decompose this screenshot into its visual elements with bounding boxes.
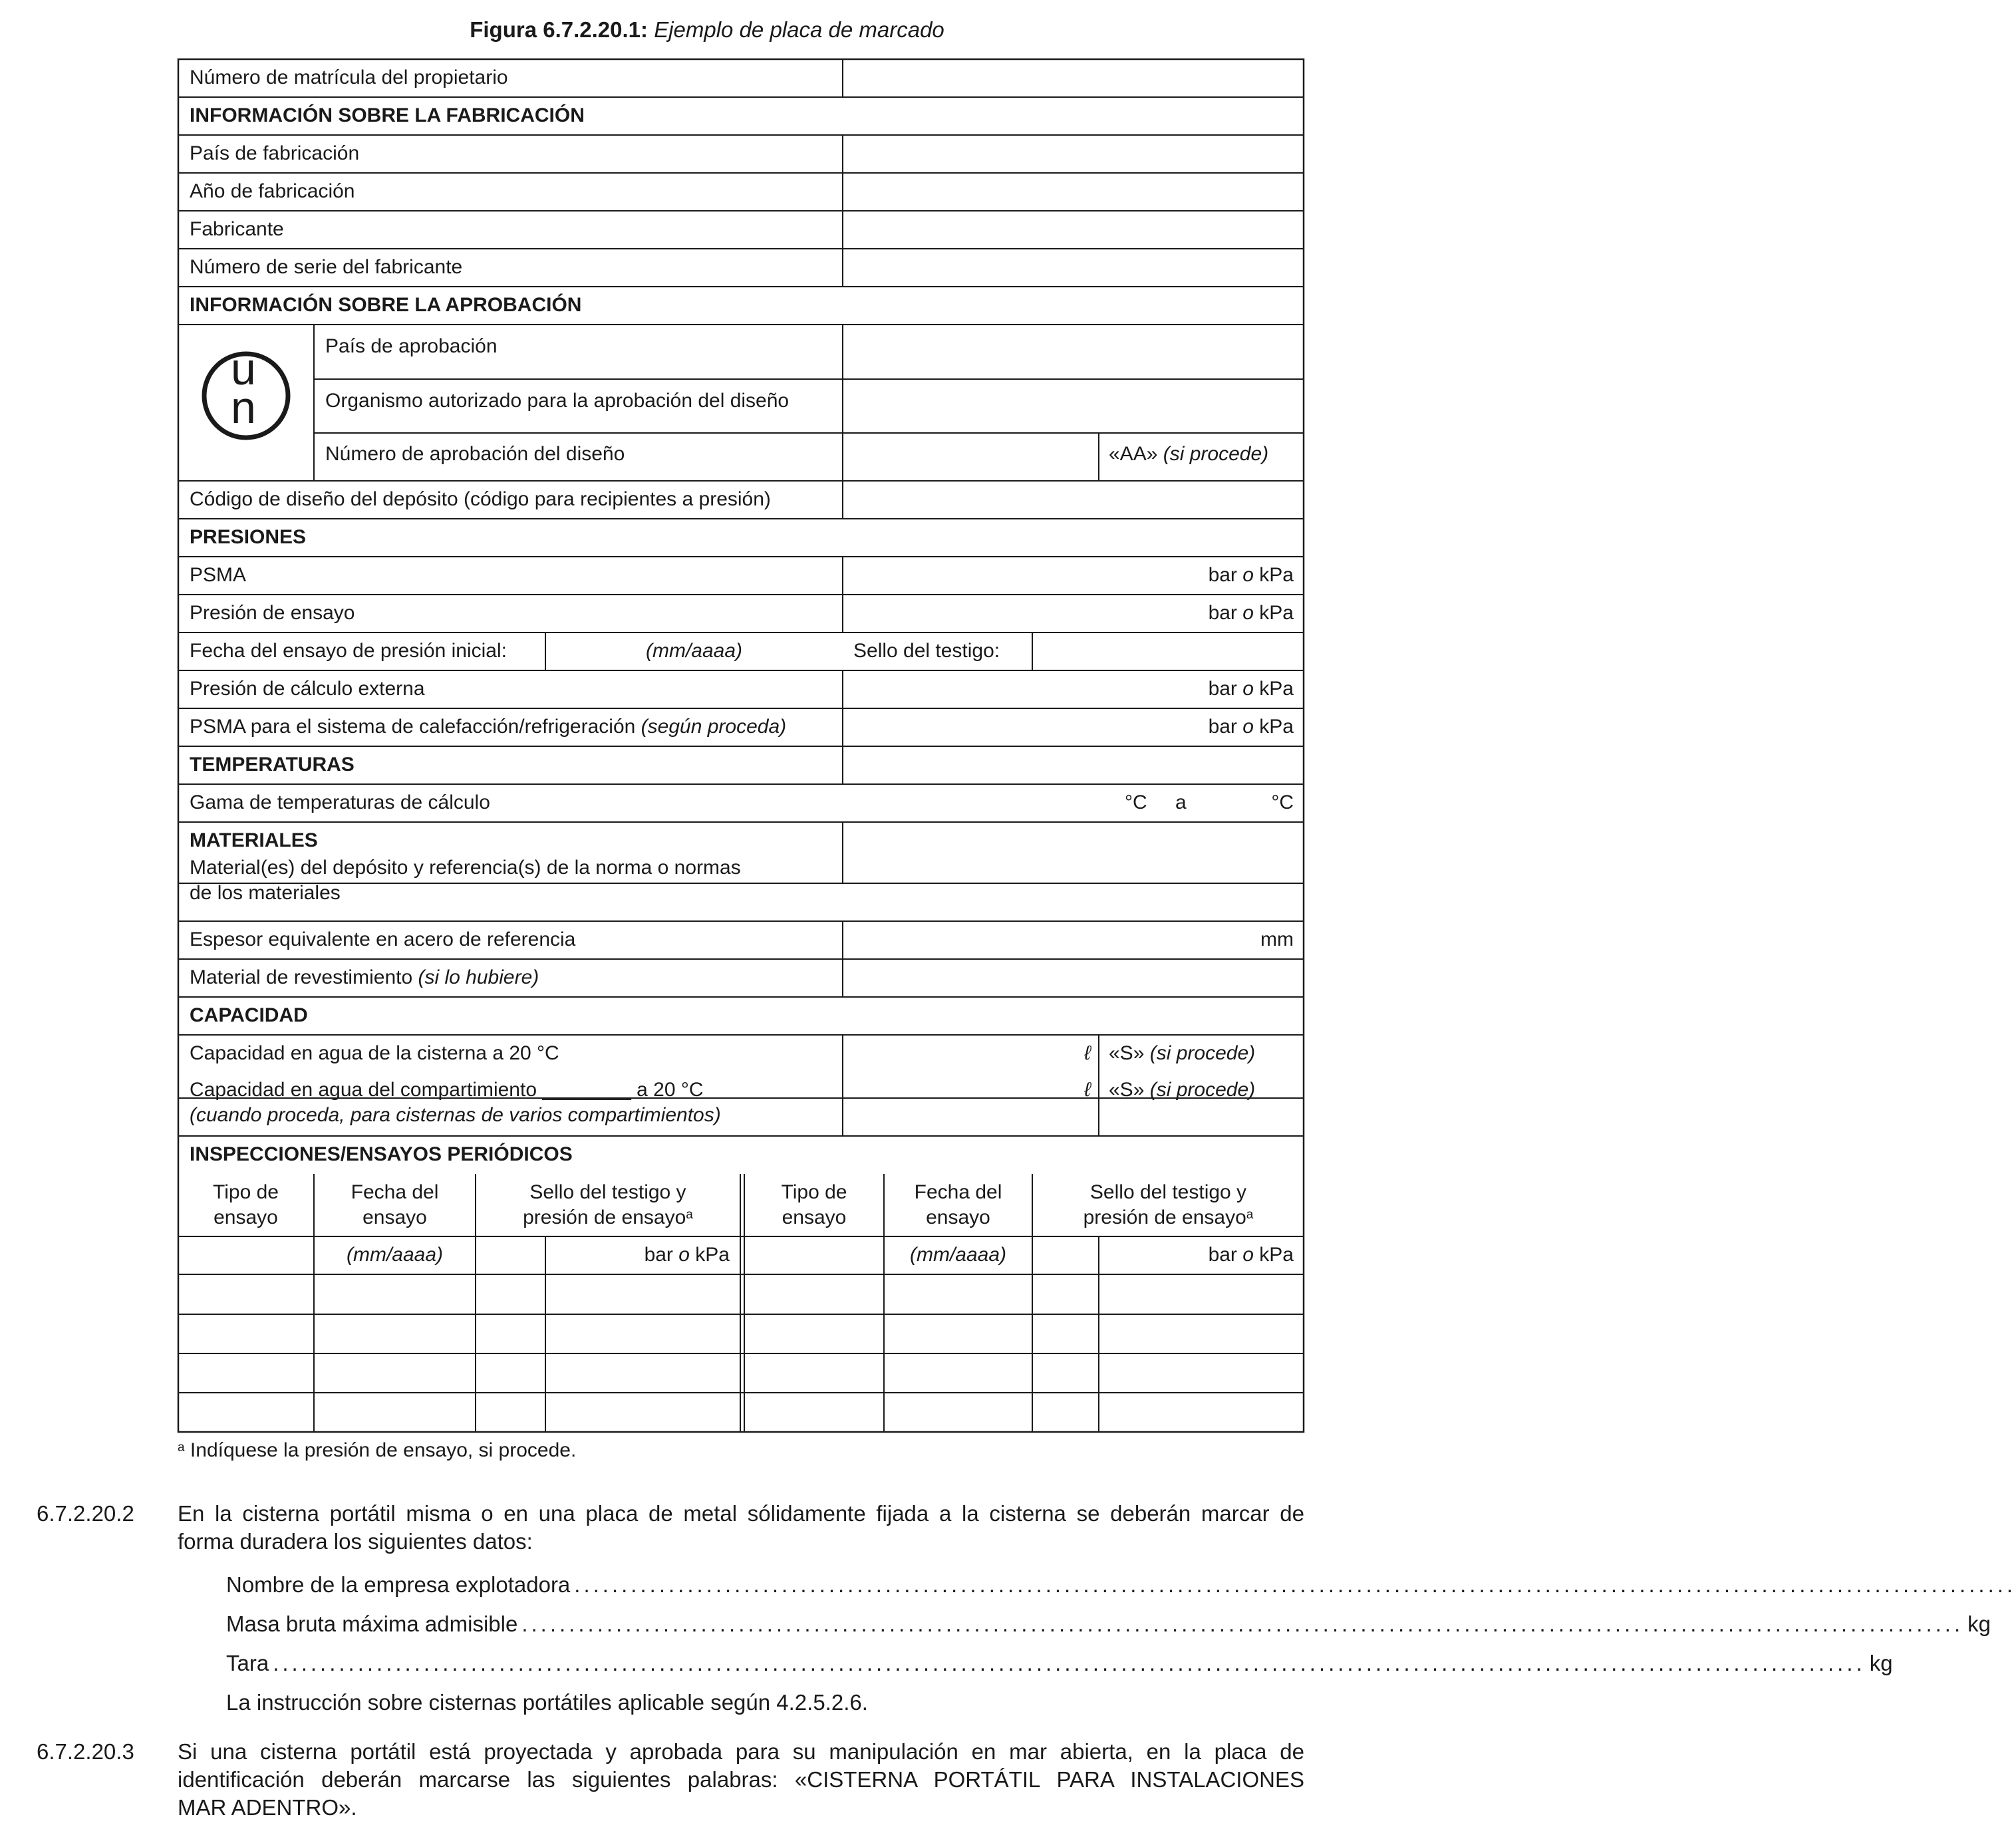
left-stamp-header-2 xyxy=(476,1205,740,1230)
leader-dots: ......................................................................................................................................................................... xyxy=(273,1651,1866,1675)
tare-label: Tara xyxy=(226,1651,269,1675)
right-stamp-header-2 xyxy=(1032,1205,1304,1230)
lining-material-text: Material de revestimiento xyxy=(190,966,413,988)
figure-title xyxy=(0,15,1414,45)
tare-row xyxy=(226,1649,1893,1677)
figure-caption: Ejemplo de placa de marcado xyxy=(654,17,944,42)
aa-note xyxy=(1109,442,1268,467)
leader-dots: ......................................................................................................................................................... xyxy=(574,1572,2016,1597)
shell-material-label-2: de los materiales xyxy=(190,882,341,904)
left-test-type-header-1: Tipo de xyxy=(213,1181,279,1203)
table-footnote xyxy=(178,1438,576,1463)
right-test-date-header-2: ensayo xyxy=(926,1206,990,1228)
section-3-line-2: identificación deberán marcarse las siguientes palabras: «CISTERNA PORTÁTIL PARA INSTALACIONES xyxy=(178,1767,1304,1792)
owner-registration-label: Número de matrícula del propietario xyxy=(190,67,508,88)
max-gross-mass-label: Masa bruta máxima admisible xyxy=(226,1612,518,1636)
pressures-header: PRESIONES xyxy=(190,526,307,548)
unit-kpa: kPa xyxy=(695,1244,730,1266)
unit-or: o xyxy=(1242,1244,1254,1266)
design-code-label: Código de diseño del depósito (código para recipientes a presión) xyxy=(190,488,771,510)
serial-number-label: Número de serie del fabricante xyxy=(190,256,463,278)
aa-note-text: (si procede) xyxy=(1163,443,1269,465)
section-number-2: 6.7.2.20.2 xyxy=(37,1501,134,1526)
unit-or: o xyxy=(1242,678,1254,700)
left-test-date-header-1: Fecha del xyxy=(351,1181,439,1203)
tank-capacity-s xyxy=(1109,1041,1255,1066)
compartment-capacity-label-1: Capacidad en agua del compartimiento ________ a 20 °C xyxy=(190,1079,704,1101)
stamp-header-text: presión de ensayo xyxy=(1083,1206,1246,1228)
un-logo-u: u xyxy=(231,344,256,394)
psma-unit xyxy=(1209,563,1294,588)
unit-bar: bar xyxy=(644,1244,673,1266)
right-stamp-header-1: Sello del testigo y xyxy=(1089,1181,1247,1203)
psma-label: PSMA xyxy=(190,564,247,586)
unit-bar: bar xyxy=(1208,716,1237,738)
external-pressure-unit xyxy=(1209,676,1294,702)
heating-psma-label xyxy=(190,714,786,740)
s-note: (si procede) xyxy=(1149,1079,1256,1101)
right-test-date-header-1: Fecha del xyxy=(914,1181,1002,1203)
max-gross-mass-unit: kg xyxy=(1967,1612,1991,1636)
s-note: (si procede) xyxy=(1149,1042,1256,1064)
design-approval-number-label: Número de aprobación del diseño xyxy=(325,443,625,465)
unit-bar: bar xyxy=(1208,564,1237,586)
footnote-ref: a xyxy=(1246,1208,1254,1222)
compartment-capacity-s xyxy=(1109,1077,1255,1103)
temp-max-unit: °C xyxy=(1271,791,1294,813)
s-mark: «S» xyxy=(1109,1079,1145,1101)
temp-to: a xyxy=(1175,791,1187,813)
unit-bar: bar xyxy=(1208,1244,1237,1266)
unit-or: o xyxy=(1242,564,1254,586)
witness-stamp-label: Sello del testigo: xyxy=(853,640,1000,662)
unit-bar: bar xyxy=(1208,602,1237,624)
marking-plate-table xyxy=(178,59,1304,1433)
right-date-format: (mm/aaaa) xyxy=(909,1244,1007,1266)
section-3-line-3: MAR ADENTRO». xyxy=(178,1795,357,1820)
operator-name-row xyxy=(226,1571,2016,1599)
right-pressure-unit xyxy=(1209,1242,1294,1268)
thickness-unit: mm xyxy=(1260,928,1294,950)
left-test-type-header-2: ensayo xyxy=(214,1206,278,1228)
test-pressure-label: Presión de ensayo xyxy=(190,602,355,624)
year-of-manufacture-label: Año de fabricación xyxy=(190,180,355,202)
leader-dots: ......................................................................................................................................................... xyxy=(521,1612,1964,1636)
heating-psma-note: (según proceda) xyxy=(641,716,787,738)
unit-kpa: kPa xyxy=(1259,716,1294,738)
external-pressure-label: Presión de cálculo externa xyxy=(190,678,425,700)
operator-name-label: Nombre de la empresa explotadora xyxy=(226,1572,571,1597)
figure-number: Figura 6.7.2.20.1: xyxy=(470,17,648,42)
compartment-capacity-label-2: (cuando proceda, para cisternas de varios compartimientos) xyxy=(190,1104,721,1126)
stamp-header-text: presión de ensayo xyxy=(523,1206,686,1228)
left-stamp-header-1: Sello del testigo y xyxy=(529,1181,686,1203)
tank-capacity-litre: ℓ xyxy=(1084,1042,1091,1064)
initial-test-date-label: Fecha del ensayo de presión inicial: xyxy=(190,640,507,662)
left-test-date-header-2: ensayo xyxy=(362,1206,427,1228)
aa-mark: «AA» xyxy=(1109,443,1158,465)
manufacturing-header: INFORMACIÓN SOBRE LA FABRICACIÓN xyxy=(190,104,585,126)
unit-or: o xyxy=(1242,716,1254,738)
heating-psma-text: PSMA para el sistema de calefacción/refrigeración xyxy=(190,716,636,738)
equivalent-thickness-label: Espesor equivalente en acero de referencia xyxy=(190,928,576,950)
compartment-capacity-litre: ℓ xyxy=(1084,1079,1091,1101)
unit-kpa: kPa xyxy=(1259,1244,1294,1266)
initial-test-date-format: (mm/aaaa) xyxy=(645,640,743,662)
footnote-ref: a xyxy=(686,1208,693,1222)
section-2-line-2: forma duradera los siguientes datos: xyxy=(178,1529,533,1554)
unit-bar: bar xyxy=(1208,678,1237,700)
un-logo-n: n xyxy=(231,382,256,433)
footnote-text: Indíquese la presión de ensayo, si procede. xyxy=(190,1439,577,1461)
tare-unit: kg xyxy=(1869,1651,1893,1675)
shell-material-label-1: Material(es) del depósito y referencia(s) de la norma o normas xyxy=(190,857,741,879)
section-2-text xyxy=(178,1500,1304,1556)
heating-psma-unit xyxy=(1209,714,1294,740)
right-test-type-header-1: Tipo de xyxy=(781,1181,847,1203)
s-mark: «S» xyxy=(1109,1042,1145,1064)
left-pressure-unit xyxy=(645,1242,730,1268)
approval-body-label: Organismo autorizado para la aprobación del diseño xyxy=(325,390,790,412)
section-number-3: 6.7.2.20.3 xyxy=(37,1739,134,1764)
unit-kpa: kPa xyxy=(1259,678,1294,700)
materials-header: MATERIALES xyxy=(190,829,318,851)
country-of-manufacture-label: País de fabricación xyxy=(190,142,360,164)
section-3-text xyxy=(178,1738,1304,1822)
section-2-line-1: En la cisterna portátil misma o en una placa de metal sólidamente fijada a la cisterna se deberán marcar de xyxy=(178,1501,1304,1526)
max-gross-mass-row xyxy=(226,1610,1991,1638)
temperature-range-label: Gama de temperaturas de cálculo xyxy=(190,791,490,813)
instruction-row xyxy=(226,1689,1304,1717)
right-test-type-header-2: ensayo xyxy=(782,1206,847,1228)
unit-kpa: kPa xyxy=(1259,564,1294,586)
temp-min-unit: °C xyxy=(1125,791,1147,813)
section-3-line-1: Si una cisterna portátil está proyectada y aprobada para su manipulación en mar abierta, en la placa de xyxy=(178,1739,1304,1764)
test-pressure-unit xyxy=(1209,601,1294,626)
capacity-header: CAPACIDAD xyxy=(190,1004,308,1026)
tank-capacity-label: Capacidad en agua de la cisterna a 20 °C xyxy=(190,1042,559,1064)
footnote-mark: a xyxy=(178,1441,185,1455)
lining-material-note: (si lo hubiere) xyxy=(418,966,539,988)
unit-or: o xyxy=(1242,602,1254,624)
manufacturer-label: Fabricante xyxy=(190,218,284,240)
temperatures-header: TEMPERATURAS xyxy=(190,754,355,775)
country-of-approval-label: País de aprobación xyxy=(325,335,498,357)
approval-header: INFORMACIÓN SOBRE LA APROBACIÓN xyxy=(190,294,582,316)
periodic-header: INSPECCIONES/ENSAYOS PERIÓDICOS xyxy=(190,1143,573,1165)
lining-material-label xyxy=(190,965,539,990)
left-date-format: (mm/aaaa) xyxy=(346,1244,444,1266)
unit-kpa: kPa xyxy=(1259,602,1294,624)
instruction-text: La instrucción sobre cisternas portátiles aplicable según 4.2.5.2.6. xyxy=(226,1690,868,1715)
unit-or: o xyxy=(678,1244,690,1266)
